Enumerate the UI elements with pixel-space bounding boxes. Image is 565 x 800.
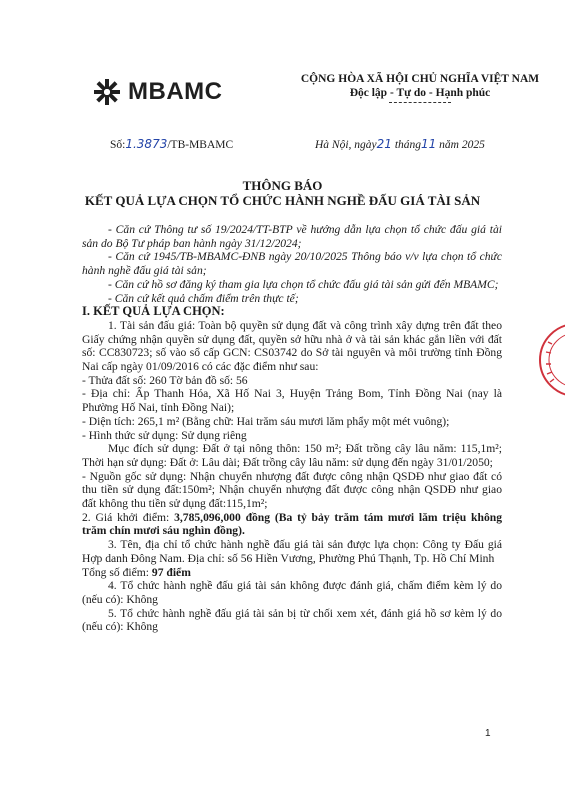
basis-1: - Căn cứ Thông tư số 19/2024/TT-BTP về hướng dẫn lựa chọn tổ chức đấu giá tài sản do Bộ Tư pháp ban hành ngày 31/12/2024; [82, 223, 502, 250]
item-auction-organization: 3. Tên, địa chỉ tổ chức hành nghề đấu giá tài sản được lựa chọn: Công ty Đấu giá Hợp danh Đông Nam. Địa chỉ: số 56 Hiền Vương, Phường Phú Thạnh, Tp. Hồ Chí Minh [82, 538, 502, 565]
item-origin: - Nguồn gốc sử dụng: Nhận chuyển nhượng đất được công nhận QSDĐ như giao đất có thu tiền sử dụng đất:150m²; Nhận chuyển nhượng đất được công nhận QSDĐ như giao đất không thu tiền sử dụng đất:115,1m²; [82, 469, 502, 511]
item-parcel: - Thửa đất số: 260 Tờ bản đồ số: 56 [82, 373, 248, 387]
section-heading: I. KẾT QUẢ LỰA CHỌN: [82, 304, 225, 319]
total-score-label: Tổng số điểm: [82, 565, 152, 579]
doc-number-suffix: /TB-MBAMC [167, 139, 234, 151]
basis-2: - Căn cứ 1945/TB-MBAMC-ĐNB ngày 20/10/2025 Thông báo v/v lựa chọn tổ chức hành nghề đấu giá tài sản; [82, 250, 502, 278]
motto-underline [389, 102, 451, 103]
item-usage-purpose: Mục đích sử dụng: Đất ở tại nông thôn: 150 m²; Đất trồng cây lâu năm: 115,1m²; Thời hạn sử dụng: Đất ở: Lâu dài; Đất trồng cây lâu năm: sử dụng đến ngày 31/01/2050; [82, 442, 502, 469]
document-body [82, 223, 502, 634]
nation-motto: Độc lập - Tự do - Hạnh phúc [349, 87, 491, 99]
starting-price-label: 2. Giá khởi điểm: [82, 510, 175, 524]
page-number: 1 [485, 728, 491, 739]
item-rejected: 5. Tổ chức hành nghề đấu giá tài sản bị từ chối xem xét, đánh giá hồ sơ kèm lý do (nếu có): Không [82, 606, 502, 634]
mbamc-star-icon [92, 77, 122, 107]
logo-text: MBAMC [128, 78, 223, 105]
basis-3: - Căn cứ hồ sơ đăng ký tham gia lựa chọn tổ chức đấu giá tài sản gửi đến MBAMC; [108, 277, 499, 291]
item-asset: 1. Tài sản đấu giá: Toàn bộ quyền sử dụng đất và công trình xây dựng trên đất theo Giấy chứng nhận quyền sử dụng đất, quyền sở hữu nhà ở và tài sản khác gắn liền với đất số: CC830723; số vào sổ cấp GCN: CS03742 do Sở tài nguyên và môi trường tỉnh Đồng Nai cấp ngày 01/09/2016 có các đặc điểm như sau: [82, 318, 502, 374]
document-subtitle: KẾT QUẢ LỰA CHỌN TỔ CHỨC HÀNH NGHỀ ĐẤU GIÁ TÀI SẢN [84, 193, 481, 208]
doc-number-handwritten: 1.3873 [125, 137, 168, 151]
item-not-evaluated: 4. Tổ chức hành nghề đấu giá tài sản không được đánh giá, chấm điểm kèm lý do (nếu có): Không [82, 579, 502, 606]
doc-number-prefix: Số: [110, 139, 126, 151]
basis-4: - Căn cứ kết quả chấm điểm trên thực tế; [108, 291, 299, 305]
item-area: - Diện tích: 265,1 m² (Bằng chữ: Hai trăm sáu mươi lăm phẩy một mét vuông); [82, 414, 450, 428]
mbamc-logo [92, 77, 222, 107]
document-title: THÔNG BÁO [242, 178, 323, 193]
document-number [110, 137, 233, 151]
date-month: 11 [421, 137, 437, 151]
document-date [315, 137, 485, 151]
date-day: 21 [376, 137, 392, 151]
starting-price-value: 3,785,096,000 đồng (Ba tỷ bảy trăm tám mươi lăm triệu không trăm chín mươi sáu nghìn đồng). [82, 510, 502, 538]
item-total-score [82, 566, 502, 580]
date-year: năm 2025 [439, 139, 485, 151]
total-score-value: 97 điểm [151, 565, 191, 579]
item-address: - Địa chỉ: Ấp Thanh Hóa, Xã Hố Nai 3, Huyện Trảng Bom, Tỉnh Đồng Nai (nay là Phường Hố Nai, tỉnh Đồng Nai); [82, 387, 502, 415]
nation-title: CỘNG HÒA XÃ HỘI CHỦ NGHĨA VIỆT NAM [300, 73, 540, 85]
red-stamp-partial [536, 320, 565, 400]
national-header [290, 72, 550, 103]
item-starting-price [82, 511, 502, 538]
item-usage-form: - Hình thức sử dụng: Sử dụng riêng [82, 428, 247, 442]
date-month-label: tháng [394, 139, 422, 151]
date-prefix: Hà Nội, ngày [315, 139, 377, 151]
